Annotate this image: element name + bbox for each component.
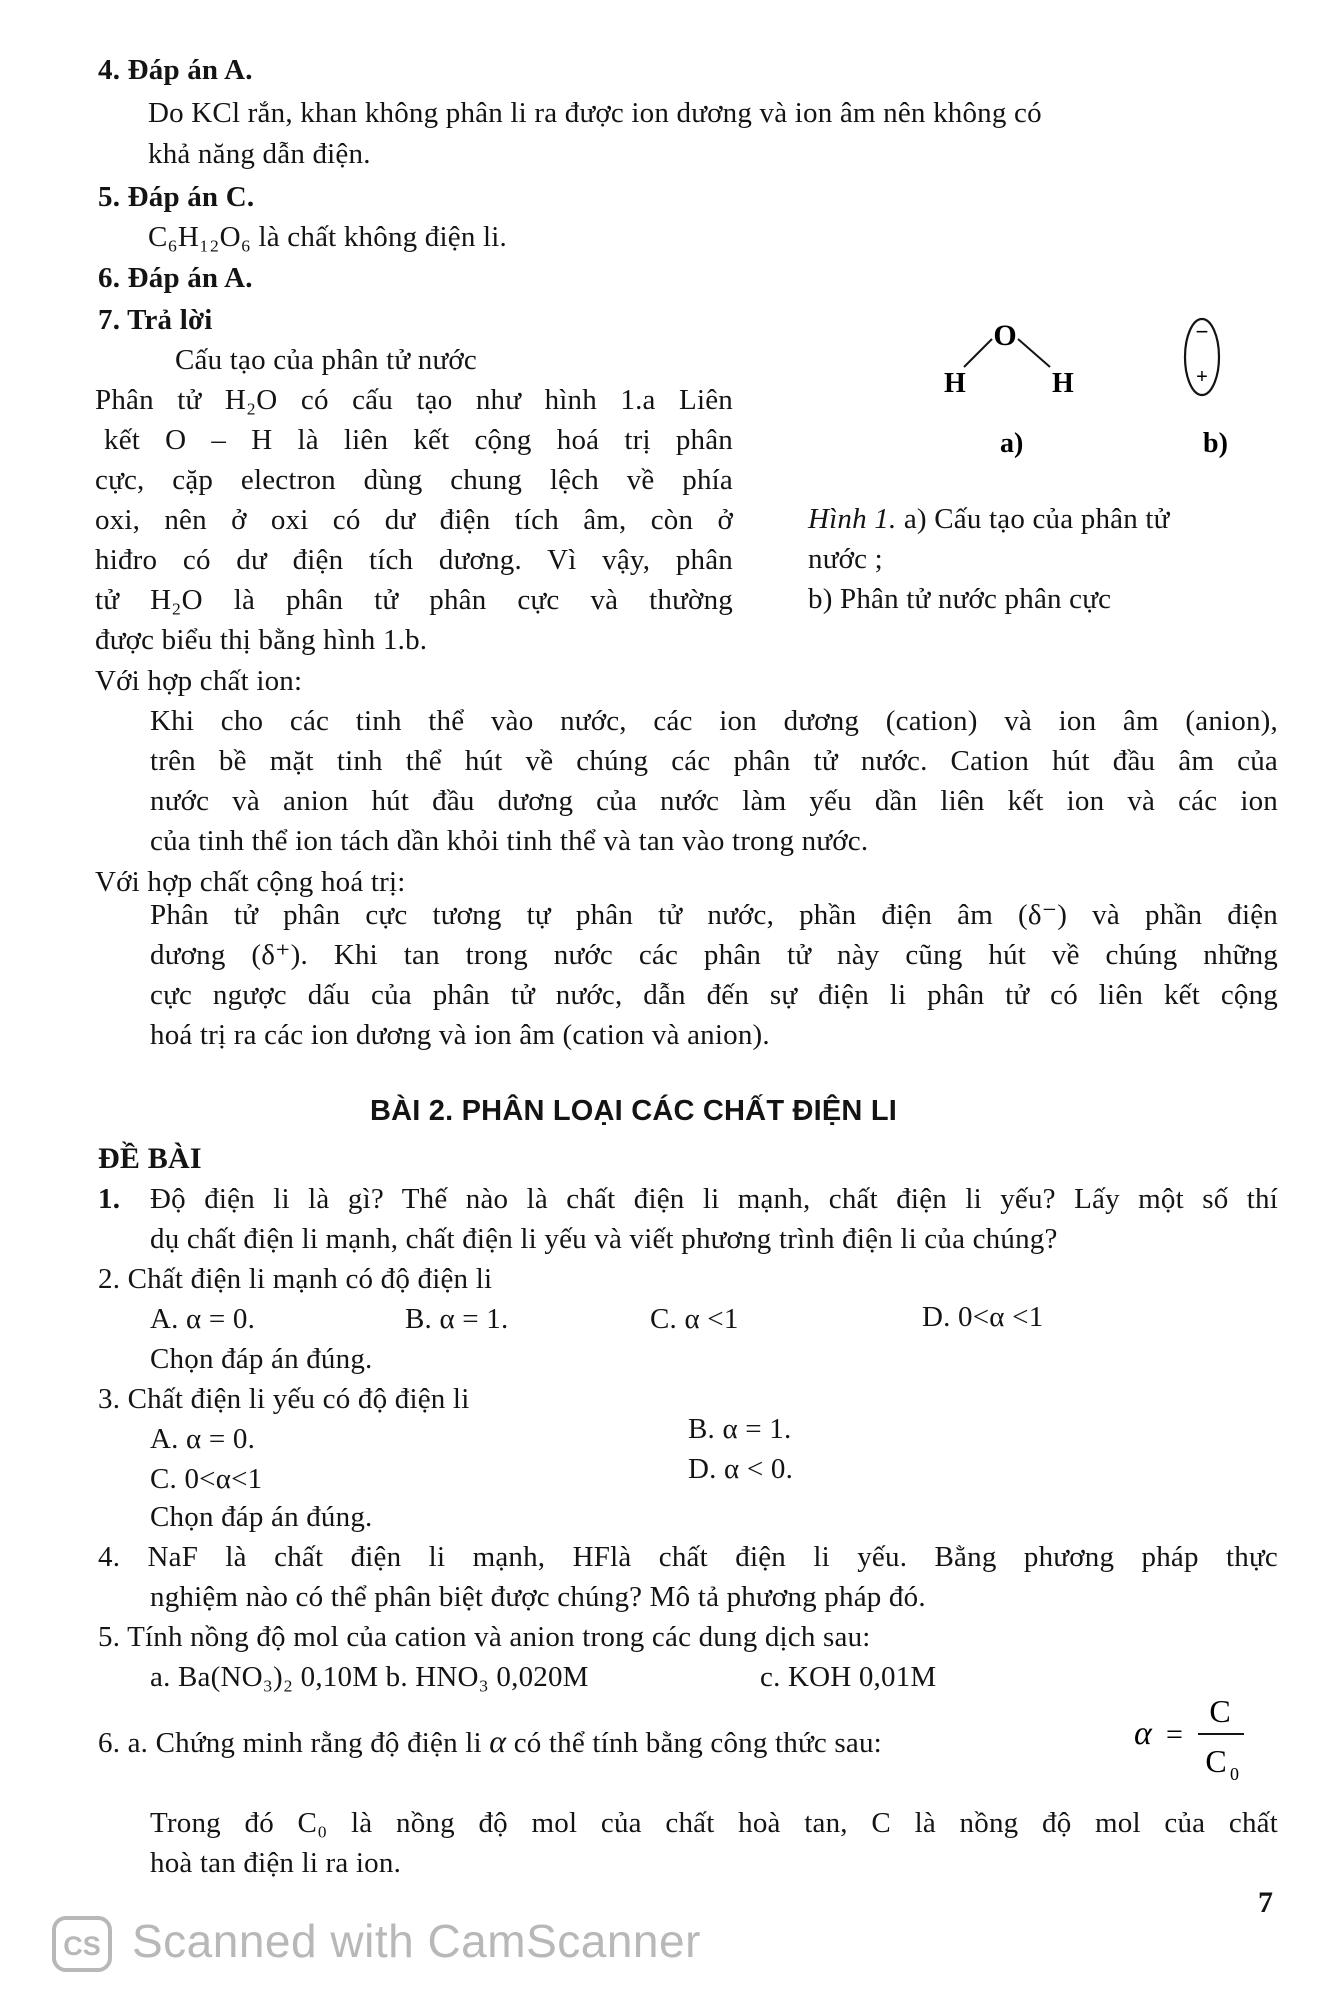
exercise-2-option-d: D. 0<α <1 (922, 1301, 1044, 1333)
camscanner-logo-text: CS (63, 1931, 101, 1961)
q5-formula: C₆H₁₂O₆ (148, 221, 252, 253)
figure-caption-line-3: b) Phân tử nước phân cực (808, 583, 1112, 615)
atom-h-right: H (1052, 368, 1074, 399)
section-title: BÀI 2. PHÂN LOẠI CÁC CHẤT ĐIỆN LI (370, 1095, 897, 1127)
ionic-line: của tinh thể ion tách dần khỏi tinh thể và tan vào trong nước. (150, 825, 869, 857)
exercise-5-parts: a. Ba(NO₃)₂ 0,10M b. HNO₃ 0,020M (150, 1661, 589, 1693)
q4-line-1: Do KCl rắn, khan không phân li ra được ion dương và ion âm nên không có (148, 97, 1042, 129)
q4-number: 4. Đáp án A. (98, 54, 253, 86)
minus-sign: − (1195, 319, 1209, 344)
q7-body-line: hiđro có dư điện tích dương. Vì vậy, phân (95, 544, 733, 576)
exercise-3-option-b: B. α = 1. (688, 1413, 792, 1445)
q5-text: là chất không điện li. (251, 221, 507, 253)
formula-denominator-subscript: 0 (1230, 1764, 1239, 1784)
ionic-line: trên bề mặt tinh thể hút về chúng các phân tử nước. Cation hút đầu âm của (150, 745, 1278, 777)
covalent-line: dương (δ⁺). Khi tan trong nước các phân tử này cũng hút về chúng những (150, 939, 1278, 971)
formula-denominator: C (1205, 1743, 1227, 1779)
exercise-3-option-d: D. α < 0. (688, 1453, 794, 1485)
formula-alpha: α (1134, 1715, 1152, 1752)
figure-caption-line-1: Hình 1. a) Cấu tạo của phân tử (808, 503, 1170, 535)
exercise-4-line-1: 4. NaF là chất điện li mạnh, HFlà chất điện li yếu. Bằng phương pháp thực (98, 1541, 1278, 1573)
exercise-1-number: 1. (98, 1183, 121, 1215)
covalent-heading: Với hợp chất cộng hoá trị: (95, 866, 406, 898)
formula-equals: = (1166, 1718, 1183, 1751)
exercise-1-line-2: dụ chất điện li mạnh, chất điện li yếu và viết phương trình điện li của chúng? (150, 1223, 1058, 1255)
plus-sign: + (1196, 366, 1208, 388)
figure-label-a: a) (1000, 428, 1024, 459)
q6-number: 6. Đáp án A. (98, 262, 253, 294)
atom-h-left: H (944, 368, 966, 399)
covalent-line: Phân tử phân cực tương tự phân tử nước, phần điện âm (δ⁻) và phần điện (150, 899, 1278, 931)
ionic-heading: Với hợp chất ion: (95, 665, 303, 697)
q7-subtitle: Cấu tạo của phân tử nước (175, 344, 478, 376)
exercise-2-option-b: B. α = 1. (405, 1303, 509, 1335)
alpha-symbol: α (489, 1723, 507, 1759)
bond-line (964, 339, 992, 367)
figure-caption-line-2: nước ; (808, 543, 883, 575)
ionic-line: nước và anion hút đầu dương của nước làm yếu dần liên kết ion và các ion (150, 785, 1278, 817)
bond-line (1018, 339, 1050, 367)
formula-numerator: C (1209, 1693, 1231, 1729)
exercise-6-stem: 6. a. Chứng minh rằng độ điện li α có thể tính bằng công thức sau: (98, 1723, 882, 1759)
exercise-2-option-a: A. α = 0. (150, 1303, 256, 1335)
ionic-line: Khi cho các tinh thể vào nước, các ion dương (cation) và ion âm (anion), (150, 705, 1278, 737)
atom-o: O (993, 319, 1017, 352)
exercise-3-option-a: A. α = 0. (150, 1423, 256, 1455)
water-molecule-figure (920, 315, 1280, 475)
figure-caption-label: Hình 1. (808, 503, 897, 535)
camscanner-logo (52, 1916, 112, 1972)
watermark-text: Scanned with CamScanner (132, 1915, 701, 1967)
exercise-3-prompt: Chọn đáp án đúng. (150, 1501, 373, 1533)
section-subheading: ĐỀ BÀI (98, 1142, 202, 1175)
q7-body-line: oxi, nên ở oxi có dư điện tích âm, còn ở (95, 504, 733, 536)
exercise-6-line-2: Trong đó C₀ là nồng độ mol của chất hoà tan, C là nồng độ mol của chất (150, 1807, 1278, 1839)
exercise-6-line-3: hoà tan điện li ra ion. (150, 1847, 402, 1879)
exercise-1-line-1: Độ điện li là gì? Thế nào là chất điện li mạnh, chất điện li yếu? Lấy một số thí (150, 1183, 1278, 1215)
exercise-5-part-c: c. KOH 0,01M (760, 1661, 937, 1693)
covalent-line: cực ngược dấu của phân tử nước, dẫn đến sự điện li phân tử có liên kết cộng (150, 979, 1278, 1011)
figure-label-b: b) (1203, 428, 1228, 459)
alpha-formula (1130, 1680, 1290, 1790)
exercise-3-stem: 3. Chất điện li yếu có độ điện li (98, 1383, 470, 1415)
q5-line (148, 220, 507, 254)
q7-body-line: tử H₂O là phân tử phân cực và thường (95, 584, 733, 616)
q7-body-line: kết O – H là liên kết cộng hoá trị phân (104, 424, 733, 456)
q7-body-line: cực, cặp electron dùng chung lệch về phía (95, 464, 733, 496)
q4-line-2: khả năng dẫn điện. (148, 138, 371, 170)
covalent-line: hoá trị ra các ion dương và ion âm (cation và anion). (150, 1019, 770, 1051)
page-number: 7 (1258, 1886, 1273, 1919)
exercise-5-stem: 5. Tính nồng độ mol của cation và anion trong các dung dịch sau: (98, 1621, 871, 1653)
exercise-2-prompt: Chọn đáp án đúng. (150, 1343, 373, 1375)
exercise-2-option-c: C. α <1 (650, 1303, 739, 1335)
q7-body-line: được biểu thị bằng hình 1.b. (95, 624, 428, 656)
q7-number: 7. Trả lời (98, 304, 213, 336)
exercise-2-stem: 2. Chất điện li mạnh có độ điện li (98, 1263, 493, 1295)
q5-number: 5. Đáp án C. (98, 181, 255, 213)
q7-body-line: Phân tử H₂O có cấu tạo như hình 1.a Liên (95, 384, 733, 416)
exercise-4-line-2: nghiệm nào có thể phân biệt được chúng? Mô tả phương pháp đó. (150, 1581, 926, 1613)
exercise-3-option-c: C. 0<α<1 (150, 1463, 263, 1495)
